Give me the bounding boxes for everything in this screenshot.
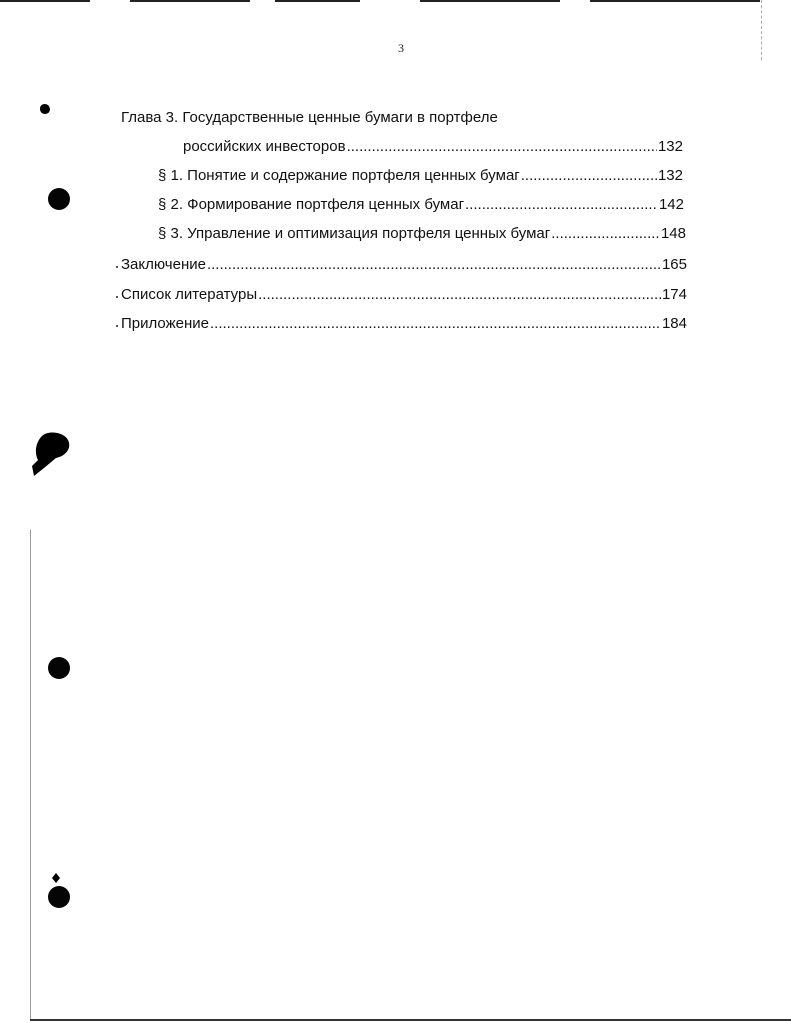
scan-edge-bottom <box>30 1019 791 1021</box>
ink-spark <box>52 873 60 883</box>
toc-leader-dots <box>521 167 657 185</box>
punch-hole <box>48 188 70 210</box>
page-number: 3 <box>398 41 404 55</box>
scan-edge-left <box>30 530 31 1020</box>
toc-entry-label: § 2. Формирование портфеля ценных бумаг <box>158 196 465 213</box>
toc-entry-section-1 <box>158 167 683 185</box>
toc-entry-page: 132 <box>657 167 683 184</box>
toc-entry-literature <box>121 286 687 304</box>
toc-entry-page: 132 <box>657 138 683 155</box>
ink-smudge <box>30 430 74 478</box>
scan-edge-gap <box>560 0 590 3</box>
toc-leader-dots <box>465 196 658 214</box>
scan-speck <box>116 325 118 327</box>
toc-entry-conclusion <box>121 256 687 274</box>
scan-speck <box>116 266 118 268</box>
toc-leader-dots <box>347 138 657 156</box>
scan-edge-right <box>761 0 763 60</box>
toc-entry-section-2 <box>158 196 684 214</box>
toc-leader-dots <box>258 286 661 304</box>
scan-speck <box>116 296 118 298</box>
punch-hole <box>48 886 70 908</box>
toc-leader-dots <box>210 315 661 333</box>
ink-blot <box>40 104 50 114</box>
toc-chapter-line1: Глава 3. Государственные ценные бумаги в портфеле <box>121 109 498 126</box>
toc-entry-label: Приложение <box>121 315 209 332</box>
toc-entry-chapter3 <box>183 138 683 156</box>
toc-entry-page: 148 <box>660 225 686 242</box>
toc-chapter-title <box>121 109 498 127</box>
toc-leader-dots <box>551 225 660 243</box>
toc-entry-page: 142 <box>658 196 684 213</box>
toc-entry-label: Список литературы <box>121 286 258 303</box>
scan-edge-gap <box>90 0 130 3</box>
scan-edge-gap <box>250 0 275 3</box>
toc-leader-dots <box>207 256 661 274</box>
toc-entry-label: Заключение <box>121 256 206 273</box>
toc-entry-page: 165 <box>661 256 687 273</box>
toc-entry-appendix <box>121 315 687 333</box>
toc-entry-label: российских инвесторов <box>183 138 346 155</box>
toc-entry-page: 184 <box>661 315 687 332</box>
toc-entry-page: 174 <box>661 286 687 303</box>
toc-entry-label: § 1. Понятие и содержание портфеля ценных бумаг <box>158 167 520 184</box>
toc-entry-label: § 3. Управление и оптимизация портфеля ценных бумаг <box>158 225 551 242</box>
punch-hole <box>48 657 70 679</box>
toc-entry-section-3 <box>158 225 686 243</box>
scan-edge-gap <box>360 0 420 3</box>
